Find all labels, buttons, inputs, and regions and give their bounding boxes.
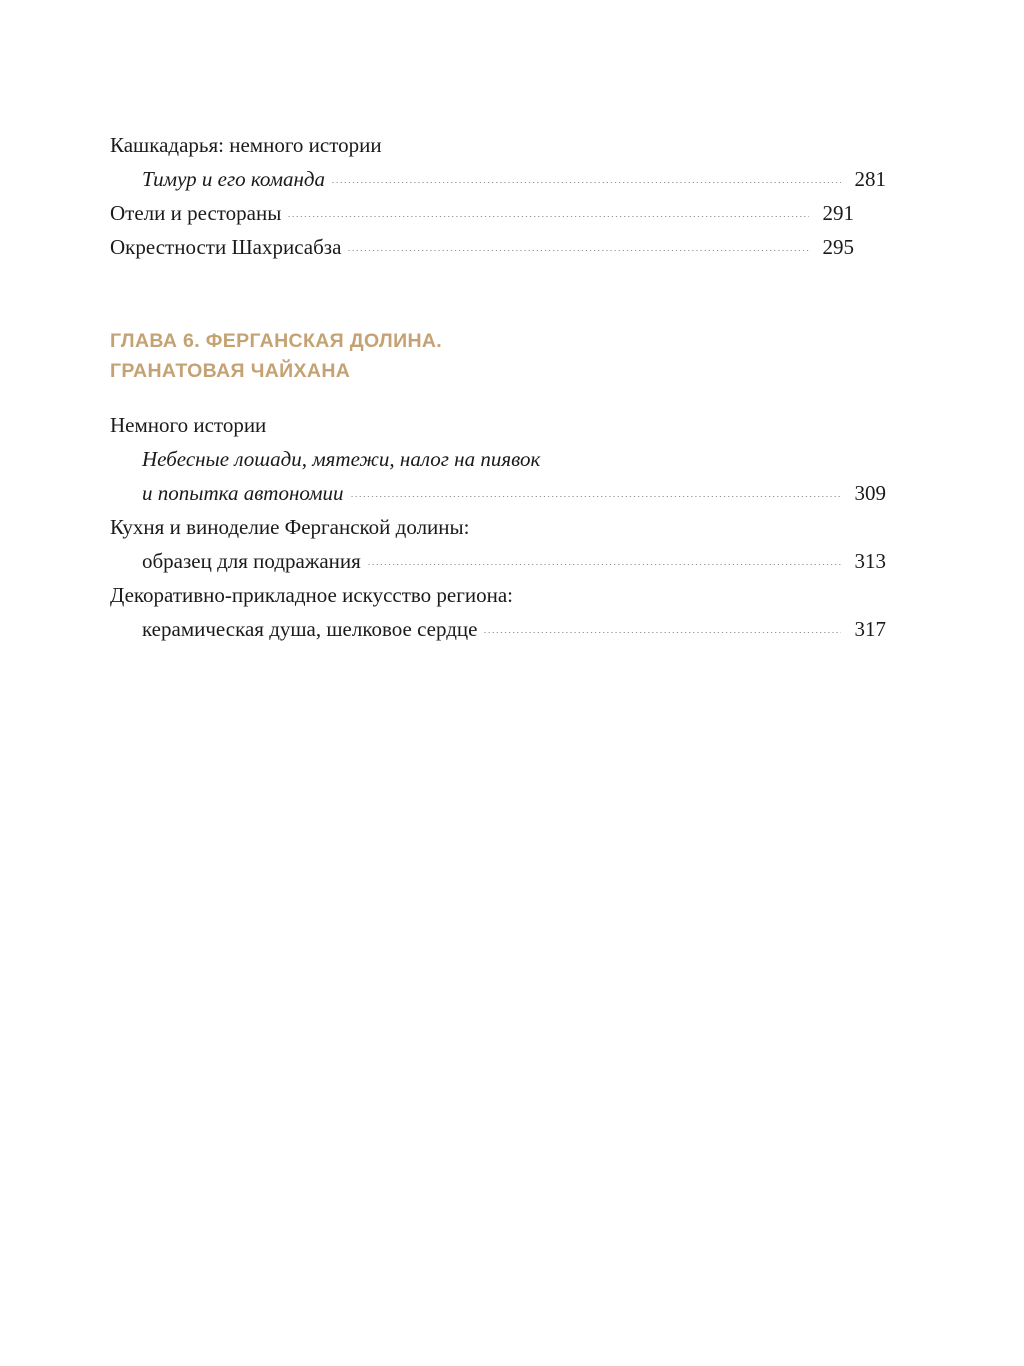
toc-entry[interactable] (110, 408, 854, 442)
toc-entry-label: Немного истории (110, 413, 267, 437)
dot-leader (483, 632, 841, 633)
toc-entry-label: Тимур и его команда (142, 167, 326, 191)
dot-leader (331, 182, 841, 183)
toc-entry[interactable] (110, 128, 854, 162)
dot-leader (347, 250, 809, 251)
toc-entry-page: 281 (854, 167, 886, 191)
toc-entry-label: и попытка автономии (142, 481, 344, 505)
toc-entry-page: 291 (822, 201, 854, 225)
toc-entry-page: 309 (854, 481, 886, 505)
toc-entry[interactable] (110, 544, 886, 578)
toc-entry-page: 317 (854, 617, 886, 641)
toc-entry[interactable] (110, 196, 854, 230)
dot-leader (287, 216, 809, 217)
toc-entry[interactable] (110, 162, 886, 196)
chapter-heading-line-2: ГРАНАТОВАЯ ЧАЙХАНА (110, 360, 351, 382)
toc-entry-label: Кухня и виноделие Ферганской долины: (110, 515, 470, 539)
chapter-heading (110, 326, 854, 386)
toc-content (110, 128, 886, 646)
toc-entry[interactable] (110, 442, 886, 476)
toc-entry-label: керамическая душа, шелковое сердце (142, 617, 478, 641)
dot-leader (367, 564, 841, 565)
toc-entry-label: Небесные лошади, мятежи, налог на пиявок (142, 447, 541, 471)
toc-group-kashkadarya (110, 128, 886, 264)
toc-entry-label: Кашкадарья: немного истории (110, 133, 382, 157)
toc-entry[interactable] (110, 612, 886, 646)
chapter-heading-line-1: ГЛАВА 6. ФЕРГАНСКАЯ ДОЛИНА. (110, 330, 443, 352)
toc-entry[interactable] (110, 510, 854, 544)
toc-entry-page: 295 (822, 235, 854, 259)
toc-entry-page: 313 (854, 549, 886, 573)
toc-entry[interactable] (110, 578, 854, 612)
toc-entry[interactable] (110, 230, 854, 264)
dot-leader (350, 496, 842, 497)
toc-entry[interactable] (110, 476, 886, 510)
toc-group-fergana (110, 408, 886, 646)
toc-entry-label: Окрестности Шахрисабза (110, 235, 342, 259)
toc-entry-label: образец для подражания (142, 549, 361, 573)
toc-entry-label: Декоративно-прикладное искусство региона: (110, 583, 513, 607)
toc-entry-label: Отели и рестораны (110, 201, 282, 225)
